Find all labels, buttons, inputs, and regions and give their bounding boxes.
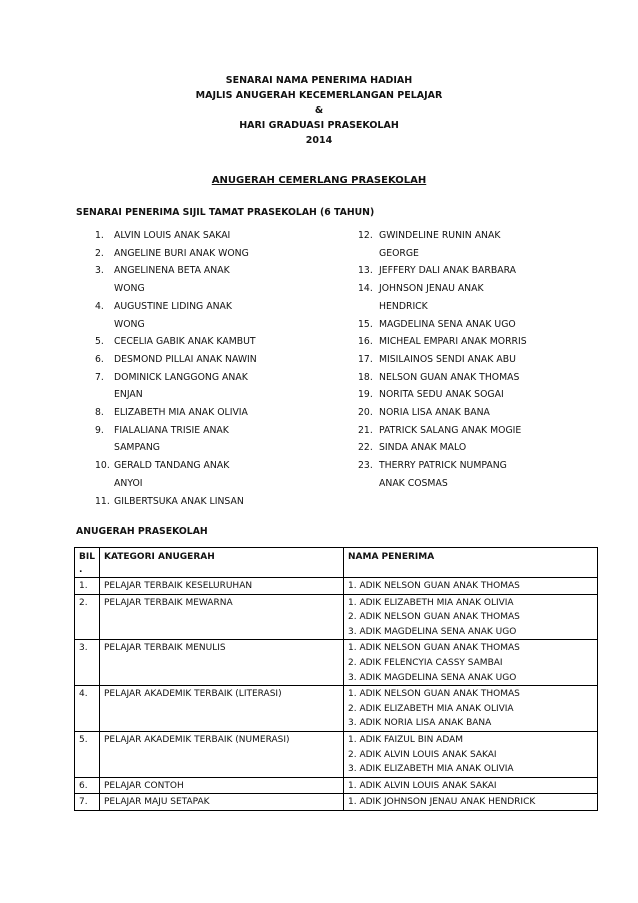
list-number: 4. [95,300,104,312]
list-item [358,280,598,315]
title-line: MAJLIS ANUGERAH KECEMERLANGAN PELAJAR [195,90,443,101]
cell-category: PELAJAR CONTOH [100,777,344,794]
cell-category: PELAJAR MAJU SETAPAK [100,794,344,811]
cell-recipients [344,794,598,811]
list-number: 23. [358,460,373,472]
recipient-name: GERALD TANDANG ANAK [114,460,230,472]
recipient-name: 1. ADIK NELSON GUAN ANAK THOMAS [348,689,520,700]
list-number: 14. [358,283,373,295]
recipient-name: 1. ADIK ELIZABETH MIA ANAK OLIVIA [348,597,514,608]
table-row [75,594,598,640]
list-number: 6. [95,353,104,365]
recipient-name: 1. ADIK NELSON GUAN ANAK THOMAS [348,581,520,591]
list-number: 11. [95,495,110,507]
recipient-name: PATRICK SALANG ANAK MOGIE [379,424,522,436]
list-item [358,386,598,404]
list-item [95,457,345,492]
recipient-name: GEORGE [379,247,419,259]
recipient-name: 1. ADIK ALVIN LOUIS ANAK SAKAI [348,780,497,791]
list-number: 3. [95,265,104,277]
award-heading: ANUGERAH PRASEKOLAH [76,526,208,537]
recipient-name: NORITA SEDU ANAK SOGAI [379,389,504,401]
recipient-name: CECELIA GABIK ANAK KAMBUT [114,336,256,348]
recipient-name: AUGUSTINE LIDING ANAK [114,300,232,312]
list-number: 12. [358,230,373,241]
table-row [75,794,598,811]
recipient-name: MICHEAL EMPARI ANAK MORRIS [379,336,527,348]
recipient-name: JOHNSON JENAU ANAK [379,283,484,295]
cell-recipients [344,640,598,686]
recipient-name: ELIZABETH MIA ANAK OLIVIA [114,407,248,419]
recipient-name: 3. ADIK MAGDELINA SENA ANAK UGO [348,626,517,637]
recipient-name: ANYOI [114,477,143,489]
cell-category: PELAJAR AKADEMIK TERBAIK (LITERASI) [100,686,344,732]
list-item [95,404,345,422]
recipient-name: 3. ADIK ELIZABETH MIA ANAK OLIVIA [348,764,514,775]
list-item [358,369,598,387]
list-item [95,227,345,245]
cell-recipients [344,594,598,640]
list-number: 16. [358,336,373,348]
list-number: 17. [358,353,373,365]
cell-category: PELAJAR TERBAIK KESELURUHAN [100,578,344,595]
cell-recipients [344,731,598,777]
list-number: 8. [95,407,104,419]
award-table-body [75,578,598,811]
list-item [358,404,598,422]
table-row [75,731,598,777]
list-item [95,245,345,263]
table-header-row [75,548,598,578]
table-row [75,640,598,686]
list-number: 21. [358,424,373,436]
list-item [95,351,345,369]
recipient-name: 2. ADIK ALVIN LOUIS ANAK SAKAI [348,749,497,760]
recipient-name: 2. ADIK NELSON GUAN ANAK THOMAS [348,612,520,623]
list-number: 18. [358,371,373,383]
recipient-name: DOMINICK LANGGONG ANAK [114,371,248,383]
recipient-name: GWINDELINE RUNIN ANAK [379,230,501,241]
list-item [95,333,345,351]
recipient-name: SAMPANG [114,442,160,454]
recipient-name: MAGDELINA SENA ANAK UGO [379,318,516,330]
list-item [358,316,598,334]
cell-bil: 2. [75,594,100,640]
certificate-heading: SENARAI PENERIMA SIJIL TAMAT PRASEKOLAH (6 TAHUN) [76,207,375,218]
title-year: 2014 [305,135,333,146]
list-number: 2. [95,247,104,259]
list-item [95,262,345,297]
recipient-name: FIALALIANA TRISIE ANAK [114,424,229,436]
table-row [75,777,598,794]
list-number: 1. [95,230,104,241]
list-number: 5. [95,336,104,348]
list-number: 20. [358,407,373,419]
cell-bil: 6. [75,777,100,794]
recipient-name: 2. ADIK FELENCYIA CASSY SAMBAI [348,657,503,668]
cell-bil: 3. [75,640,100,686]
list-item [95,493,345,511]
cell-recipients [344,777,598,794]
recipient-name: JEFFERY DALI ANAK BARBARA [379,265,517,277]
recipient-name: HENDRICK [379,300,428,312]
award-table [74,547,598,811]
header-category: KATEGORI ANUGERAH [100,548,344,578]
cell-category: PELAJAR TERBAIK MEWARNA [100,594,344,640]
list-number: 13. [358,265,373,277]
list-number: 7. [95,371,104,383]
list-item [358,351,598,369]
cell-bil: 5. [75,731,100,777]
header-recipient: NAMA PENERIMA [344,548,598,578]
recipient-list-right [358,227,598,493]
list-item [95,298,345,333]
cell-recipients [344,686,598,732]
list-item [95,369,345,404]
list-number: 19. [358,389,373,401]
recipient-name: SINDA ANAK MALO [379,442,467,454]
recipient-name: 3. ADIK NORIA LISA ANAK BANA [348,718,492,729]
list-item [358,439,598,457]
list-number: 22. [358,442,373,454]
section-subtitle: ANUGERAH CEMERLANG PRASEKOLAH [211,175,427,186]
recipient-name: 1. ADIK FAIZUL BIN ADAM [348,734,464,745]
list-item [358,227,598,262]
recipient-name: ANGELINENA BETA ANAK [114,265,230,277]
recipient-name: ANGELINE BURI ANAK WONG [114,247,249,259]
recipient-name: ALVIN LOUIS ANAK SAKAI [114,230,231,241]
title-line: SENARAI NAMA PENERIMA HADIAH [225,75,413,86]
list-item [358,422,598,440]
cell-bil: 7. [75,794,100,811]
list-number: 10. [95,460,110,472]
recipient-name: GILBERTSUKA ANAK LINSAN [114,495,244,507]
recipient-name: WONG [114,283,145,295]
recipient-name: NELSON GUAN ANAK THOMAS [379,371,520,383]
recipient-name: NORIA LISA ANAK BANA [379,407,490,419]
title-line: HARI GRADUASI PRASEKOLAH [239,120,399,131]
list-item [358,333,598,351]
document-title [0,73,638,148]
cell-bil: 4. [75,686,100,732]
cell-category: PELAJAR AKADEMIK TERBAIK (NUMERASI) [100,731,344,777]
table-row [75,578,598,595]
cell-category: PELAJAR TERBAIK MENULIS [100,640,344,686]
list-number: 15. [358,318,373,330]
list-item [358,457,598,492]
recipient-name: 3. ADIK MAGDELINA SENA ANAK UGO [348,672,517,683]
recipient-name: ENJAN [114,389,143,401]
cell-bil: 1. [75,578,100,595]
list-item [358,262,598,280]
recipient-name: THERRY PATRICK NUMPANG [379,460,507,472]
recipient-list-left [95,227,345,510]
header-bil: BIL . [75,548,100,578]
recipient-name: ANAK COSMAS [379,477,448,489]
recipient-name: 2. ADIK ELIZABETH MIA ANAK OLIVIA [348,703,514,714]
recipient-name: 1. ADIK JOHNSON JENAU ANAK HENDRICK [348,797,536,808]
recipient-name: 1. ADIK NELSON GUAN ANAK THOMAS [348,643,520,654]
recipient-name: MISILAINOS SENDI ANAK ABU [379,353,516,365]
list-number: 9. [95,424,104,436]
cell-recipients [344,578,598,595]
list-item [95,422,345,457]
table-row [75,686,598,732]
recipient-name: DESMOND PILLAI ANAK NAWIN [114,353,257,365]
title-line: & [314,105,324,116]
recipient-name: WONG [114,318,145,330]
